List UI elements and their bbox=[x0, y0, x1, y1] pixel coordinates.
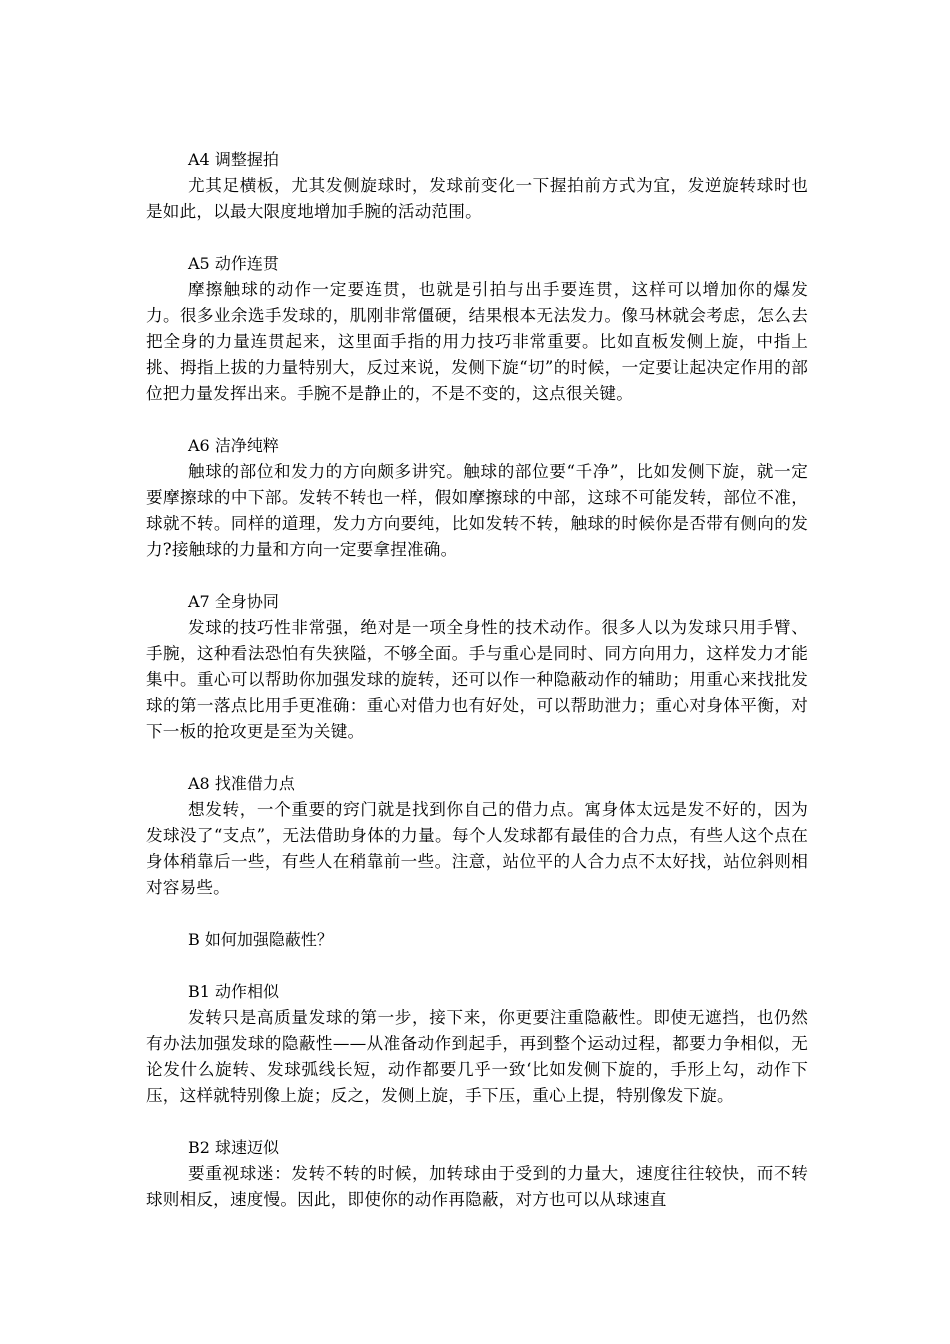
section-a8 bbox=[146, 771, 808, 901]
section-heading: A5 动作连贯 bbox=[188, 254, 279, 273]
paragraph-gap bbox=[146, 953, 808, 979]
section-paragraph: 发转只是高质量发球的第一步，接下来，你更要注重隐蔽性。即使无遮挡，也仍然有办法加强发球的隐蔽性——从准备动作到起手，再到整个运动过程，都要力争相似，无论发什么旋转、发球弧线长短，动作都要几乎一致‘比如发侧下旋的，手形上勾，动作下压，这样就特别像上旋；反之，发侧上旋，手下压，重心上提，特别像发下旋。 bbox=[146, 1008, 808, 1105]
section-b2 bbox=[146, 1135, 808, 1213]
document-page bbox=[146, 147, 808, 1213]
section-heading: A4 调整握拍 bbox=[188, 150, 279, 169]
paragraph-gap bbox=[146, 225, 808, 251]
section-paragraph: 尤其足横板，尤其发侧旋球时，发球前变化一下握拍前方式为宜，发逆旋转球时也是如此，以最大限度地增加手腕的活动范围。 bbox=[146, 176, 808, 221]
paragraph-gap bbox=[146, 563, 808, 589]
section-heading: B2 球速迈似 bbox=[188, 1138, 280, 1157]
paragraph-gap bbox=[146, 745, 808, 771]
section-heading: A6 洁净纯粹 bbox=[188, 436, 279, 455]
section-heading: A8 找准借力点 bbox=[188, 774, 295, 793]
section-paragraph: 摩擦触球的动作一定要连贯，也就是引拍与出手要连贯，这样可以增加你的爆发力。很多业余选手发球的，肌刚非常僵硬，结果根本无法发力。像马林就会考虑，怎么去把全身的力量连贯起来，这里面手指的用力技巧非常重要。比如直板发侧上旋，中指上挑、拇指上拔的力量特别大，反过来说，发侧下旋“切”的时候，一定要让起决定作用的部位把力量发挥出来。手腕不是静止的，不是不变的，这点很关键。 bbox=[146, 280, 808, 403]
paragraph-gap bbox=[146, 1109, 808, 1135]
section-paragraph: 想发转，一个重要的窍门就是找到你自己的借力点。寓身体太远是发不好的，因为发球没了“支点”，无法借助身体的力量。每个人发球都有最佳的合力点，有些人这个点在身体稍靠后一些，有些人在稍靠前一些。注意，站位平的人合力点不太好找，站位斜则相对容易些。 bbox=[146, 800, 808, 897]
section-a7 bbox=[146, 589, 808, 745]
section-b bbox=[146, 927, 808, 953]
section-a4 bbox=[146, 147, 808, 225]
section-heading: B1 动作相似 bbox=[188, 982, 280, 1001]
section-b1 bbox=[146, 979, 808, 1109]
paragraph-gap bbox=[146, 407, 808, 433]
section-paragraph: 要重视球迷：发转不转的时候，加转球由于受到的力量大，速度往往较快，而不转球则相反，速度慢。因此，即使你的动作再隐蔽，对方也可以从球速直 bbox=[146, 1164, 808, 1209]
paragraph-gap bbox=[146, 901, 808, 927]
section-heading: A7 全身协同 bbox=[188, 592, 279, 611]
section-a5 bbox=[146, 251, 808, 407]
section-paragraph: 发球的技巧性非常强，绝对是一项全身性的技术动作。很多人以为发球只用手臂、手腕，这种看法恐怕有失狭隘，不够全面。手与重心是同时、同方向用力，这样发力才能集中。重心可以帮助你加强发球的旋转，还可以作一种隐蔽动作的辅助；用重心来找批发球的第一落点比用手更准确：重心对借力也有好处，可以帮助泄力；重心对身体平衡，对下一板的抢攻更是至为关键。 bbox=[146, 618, 808, 741]
section-paragraph: 触球的部位和发力的方向颇多讲究。触球的部位要“千净”，比如发侧下旋，就一定要摩擦球的中下部。发转不转也一样，假如摩擦球的中部，这球不可能发转，部位不准，球就不转。同样的道理，发力方向要纯，比如发转不转，触球的时候你是否带有侧向的发力?接触球的力量和方向一定要拿捏准确。 bbox=[146, 462, 808, 559]
section-a6 bbox=[146, 433, 808, 563]
section-heading: B 如何加强隐蔽性？ bbox=[188, 930, 333, 949]
